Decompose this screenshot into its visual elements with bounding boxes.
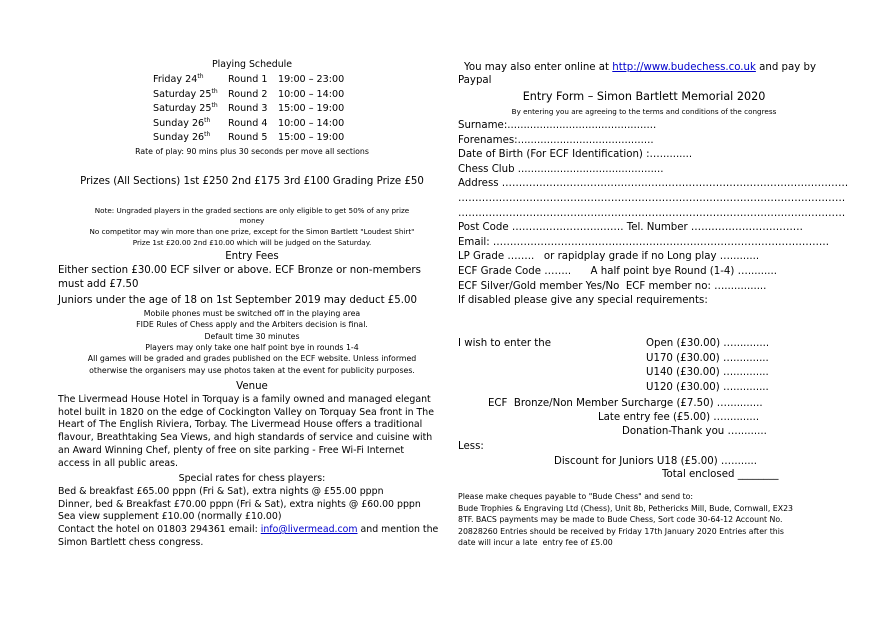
schedule-row	[153, 89, 344, 100]
fees-line-2: Juniors under the age of 18 on 1st September 2019 may deduct £5.00	[58, 295, 417, 306]
form-field-line[interactable]: ECF Grade Code …….. A half point bye Round (1-4) ….........	[458, 266, 777, 277]
schedule-time: 10:00 – 14:00	[278, 117, 345, 129]
agree-text: By entering you are agreeing to the terms and conditions of the congress	[511, 107, 777, 116]
prizes-line	[58, 176, 446, 188]
schedule-day: Friday 24th	[153, 72, 204, 85]
venue-line: Heart of The English Riviera, Torbay. The Livermead House offers a traditional	[58, 419, 423, 431]
venue-line: access in all public areas.	[58, 457, 178, 469]
prizes-text: Prizes (All Sections) 1st £250 2nd £175 3rd £100 Grading Prize £50	[80, 176, 424, 187]
schedule-round: Round 2	[228, 88, 268, 100]
website-link[interactable]: http://www.budechess.co.uk	[612, 62, 756, 73]
fees-line-1: Either section £30.00 ECF silver or above. ECF Bronze or non-members	[58, 265, 421, 276]
form-field-line[interactable]: Surname:..............................................	[458, 120, 657, 131]
online-text-end: and pay by	[755, 62, 817, 73]
rule-line: Default time 30 minutes	[204, 331, 300, 341]
schedule-time: 19:00 – 23:00	[278, 74, 345, 85]
note-ungraded-cont: money	[239, 216, 265, 225]
form-field-line[interactable]: ECF Silver/Gold member Yes/No ECF member no: ….............	[458, 280, 767, 292]
rates-title: Special rates for chess players:	[178, 473, 326, 484]
schedule-row	[153, 74, 344, 85]
payment-line: 8TF. BACS payments may be made to Bude Chess, Sort code 30-64-12 Account No.	[458, 515, 783, 524]
schedule-title: Playing Schedule	[211, 59, 293, 70]
venue-title: Venue	[236, 381, 268, 392]
surcharge-line: ECF Bronze/Non Member Surcharge (£7.50) …...........	[488, 398, 763, 409]
venue-line: flavour, Breathtaking Sea Views, and high standards of service and cuisine with	[58, 432, 433, 444]
rule-line: FIDE Rules of Chess apply and the Arbiters decision is final.	[136, 320, 368, 330]
form-field-line[interactable]: Date of Birth (For ECF Identification) :…..........	[458, 149, 693, 161]
venue-line: hotel built in 1820 on the edge of Cockington Valley on Torquay Sea front in The	[58, 406, 434, 418]
payment-line: 20828260 Entries should be received by Friday 17th January 2020 Entries after this	[458, 526, 784, 536]
form-field-line[interactable]: LP Grade …….. or rapidplay grade if no Long play ….........	[458, 251, 760, 263]
total-line: Total enclosed ________	[662, 469, 779, 480]
wish-label: I wish to enter the	[458, 338, 552, 349]
online-text: You may also enter online at	[464, 62, 613, 73]
online-line-2: Paypal	[458, 75, 492, 86]
schedule-row	[153, 103, 344, 114]
form-field-line[interactable]: Email: ………………………………………………………………………………………	[458, 236, 830, 248]
section-option[interactable]: U170 (£30.00) …...........	[646, 352, 769, 364]
email-link[interactable]: info@livermead.com	[260, 524, 358, 535]
schedule-day: Saturday 25th	[153, 101, 218, 114]
schedule-day: Saturday 25th	[153, 87, 218, 100]
venue-line: an Award Winning Chef, plenty of free on site parking - Free Wi-Fi Internet	[58, 444, 405, 456]
schedule-day: Sunday 26th	[153, 116, 211, 129]
payment-line: Please make cheques payable to "Bude Chess" and send to:	[458, 492, 694, 501]
schedule-time: 10:00 – 14:00	[278, 88, 345, 100]
section-option[interactable]: U120 (£30.00) …...........	[646, 381, 769, 393]
contact-line-2: Simon Bartlett chess congress.	[58, 537, 204, 548]
schedule-row	[153, 118, 344, 129]
rate-line: Sea view supplement £10.00 (normally £10.00)	[58, 511, 282, 523]
form-field-line[interactable]: Chess Club .............................................	[458, 163, 664, 175]
rate-line: Bed & breakfast £65.00 pppn (Fri & Sat), extra nights @ £55.00 pppn	[58, 486, 384, 497]
rule-line: All games will be graded and grades published on the ECF website. Unless informed	[87, 354, 417, 364]
contact-text-end: and mention the	[357, 524, 439, 535]
form-field-line[interactable]: Post Code ……………………..……. Tel. Number ……………………………	[458, 222, 803, 234]
section-option[interactable]: U140 (£30.00) …...........	[646, 367, 769, 379]
schedule-round: Round 1	[228, 74, 268, 85]
form-field-line[interactable]: Address …………………………………………………………………………………………	[458, 178, 849, 190]
contact-line	[58, 525, 438, 536]
rule-line: Players may only take one half point bye in rounds 1-4	[145, 342, 359, 352]
schedule-day: Sunday 26th	[153, 130, 211, 143]
form-field-line[interactable]: Forenames:..........................................	[458, 134, 654, 146]
schedule-row	[153, 132, 344, 143]
form-field-line[interactable]: ……………………………………………………………………………………………………	[458, 207, 846, 219]
payment-line: Bude Trophies & Engraving Ltd (Chess), Unit 8b, Pethericks Mill, Bude, Cornwall, EX23	[458, 503, 793, 513]
note-ungraded: Note: Ungraded players in the graded sections are only eligible to get 50% of any prize	[94, 206, 410, 215]
note-one-prize-cont: Prize 1st £20.00 2nd £10.00 which will be judged on the Saturday.	[132, 238, 372, 247]
section-option[interactable]: Open (£30.00) …...........	[646, 338, 770, 349]
online-line	[464, 62, 816, 74]
fees-line-1-cont: must add £7.50	[58, 279, 139, 290]
donation-line: Donation-Thank you ….........	[622, 426, 767, 437]
entry-fees-title: Entry Fees	[225, 251, 279, 262]
note-one-prize: No competitor may win more than one prize, except for the Simon Bartlett "Loudest Shirt"	[89, 227, 415, 236]
payment-line: date will incur a late entry fee of £5.00	[458, 538, 613, 547]
rule-line: Mobile phones must be switched off in the playing area	[143, 309, 361, 318]
venue-line: The Livermead House Hotel in Torquay is a family owned and managed elegant	[58, 394, 431, 405]
schedule-round: Round 4	[228, 117, 268, 129]
discount-line: Discount for Juniors U18 (£5.00) …........	[554, 456, 758, 467]
form-field-line[interactable]: If disabled please give any special requirements:	[458, 295, 708, 307]
schedule-round: Round 5	[228, 132, 268, 143]
schedule-round: Round 3	[228, 103, 268, 114]
late-fee-line: Late entry fee (£5.00) …...........	[598, 412, 760, 423]
form-field-line[interactable]: ……………………………………………………………………………………………………	[458, 193, 846, 204]
rule-line: otherwise the organisers may use photos taken at the event for publicity purposes.	[89, 365, 415, 375]
schedule-time: 15:00 – 19:00	[278, 132, 345, 143]
less-label: Less:	[458, 441, 484, 452]
form-title: Entry Form – Simon Bartlett Memorial 2020	[522, 90, 766, 103]
contact-text: Contact the hotel on 01803 294361 email:	[58, 524, 261, 535]
rate-line: Dinner, bed & Breakfast £70.00 pppn (Fri & Sat), extra nights @ £60.00 pppn	[58, 498, 421, 510]
rate-of-play: Rate of play: 90 mins plus 30 seconds per move all sections	[135, 147, 369, 156]
schedule-time: 15:00 – 19:00	[278, 103, 345, 114]
